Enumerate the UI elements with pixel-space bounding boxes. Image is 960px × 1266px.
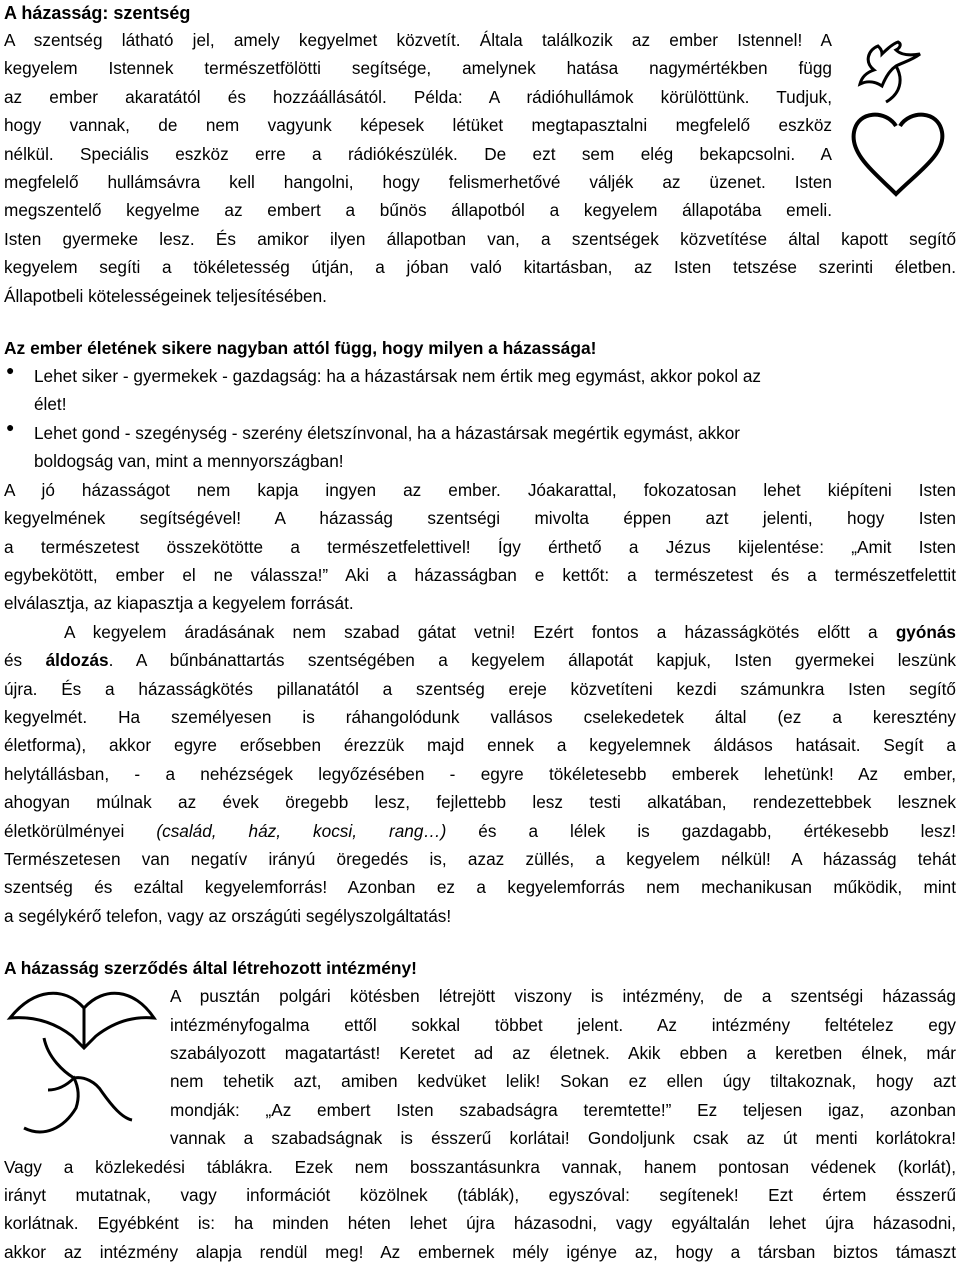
text-line: a természetest összekötötte a természetfelettivel! Így érthető a Jézus kijelentése: „Amit Isten <box>4 536 956 557</box>
section-heading: Az ember életének sikere nagyban attól függ, hogy milyen a házassága! <box>4 338 597 359</box>
text-line: kegyelmét. Ha személyesen is ráhangolódunk vallásos cselekedetek által (ez a keresztény <box>4 706 956 727</box>
document-page <box>4 0 956 1266</box>
text-line: kegyelmének segítségével! A házasság szentségi mivolta éppen azt jelenti, hogy Isten <box>4 508 956 529</box>
text-line: újra. És a házasságkötés pillanatától a szentség ereje közvetíteni kezdi számunkra Isten segítő <box>4 678 956 699</box>
text-line: Állapotbeli kötelességeinek teljesítésében. <box>4 285 327 306</box>
text-line: mondják: „Az embert Isten szabadságra teremtette!” Ez teljesen igaz, azonban <box>170 1099 956 1120</box>
section-heading: A házasság szerződés által létrehozott intézmény! <box>4 958 417 979</box>
text-line: hogy vannak, de nem vagyunk képesek létüket megtapasztalni megfelelő eszköz <box>4 115 832 136</box>
text-line: az ember akaratától és hozzáállásától. Példa: A rádióhullámok körülöttünk. Tudjuk, <box>4 86 832 107</box>
text-line: kegyelem segíti a tökéletesség útján, a jóban való kitartásban, az Isten tetszése szerinti életben. <box>4 257 956 278</box>
text-line: megfelelő hullámsávra kell hangolni, hogy felismerhetővé váljék az üzenet. Isten <box>4 172 832 193</box>
text-line: szabályozott magatartást! Keretet ad az életnek. Akik ebben a keretben élnek, már <box>170 1043 956 1063</box>
text-line: vannak a szabadságnak is ésszerű korlátai! Gondoljunk csak az út menti korlátokra! <box>170 1128 956 1149</box>
text-line: A pusztán polgári kötésben létrejött viszony is intézmény, de a szentségi házasság <box>170 986 956 1007</box>
text-line: nem tehetik azt, amiben kedvüket lelik! Sokan ez ellen úgy tiltakoznak, hogy azt <box>170 1071 956 1092</box>
indented-paragraph <box>4 982 956 1152</box>
emphasis: gyónás <box>895 621 956 642</box>
list-item <box>4 419 956 476</box>
emphasis: (család, ház, kocsi, rang…) <box>156 820 447 841</box>
text-line: életkörülményei (család, ház, kocsi, rang…) és a lélek is gazdagabb, értékesebb lesz! <box>4 820 956 841</box>
page-title: A házasság: szentség <box>4 3 191 23</box>
text-line: egybekötött, ember el ne válassza!” Aki a házasságban e kettőt: a természetest és a természetfelettit <box>4 564 956 585</box>
text-line: életforma), akkor egyre erősebben érezzük majd ennek a kegyelemnek áldásos hatásait. Segít a <box>4 735 956 756</box>
text-line: akkor az intézmény alapja rendül meg! Az embernek mély igénye az, hogy a társban biztos támaszt <box>4 1241 956 1262</box>
text-line: Lehet siker - gyermekek - gazdagság: ha a házastársak nem értik meg egymást, akkor pokol az <box>34 366 761 387</box>
text-line: ahogyan múlnak az évek öregebb lesz, fejlettebb lesz testi alkatában, rendezettebbek lesznek <box>4 792 956 813</box>
intro-paragraph <box>4 26 832 225</box>
text-line: élet! <box>34 394 67 415</box>
emphasis: áldozás <box>45 650 109 671</box>
text-line: nélkül. Speciális eszköz erre a rádiókészülék. De ezt sem elég bekapcsolni. A <box>4 143 832 164</box>
text-line: boldogság van, mint a mennyországban! <box>34 451 344 472</box>
text-line: Természetesen van negatív irányú öregedés is, azaz züllés, a kegyelem nélkül! A házasság tehát <box>4 848 956 869</box>
text-line: irányt mutatnak, vagy információt közölnek (táblák), egyszóval: segítenek! Ezt értem ésszerű <box>4 1185 956 1206</box>
text-line: Isten gyermeke lesz. És amikor ilyen állapotban van, a szentségek közvetítése által kapott segítő <box>4 228 956 249</box>
text-line: helytállásban, - a nehézségek legyőzésében - egyre tökéletesebb emberek lehetünk! Az ember, <box>4 763 956 784</box>
text-line: és áldozás. A bűnbánattartás szentségében a kegyelem állapotát kapjuk, Isten gyermekei leszünk <box>4 650 957 671</box>
text-line: Vagy a közlekedési táblákra. Ezek nem bosszantásunkra vannak, hanem pontosan védenek (korlát), <box>4 1156 956 1177</box>
list-item <box>4 362 956 419</box>
text-line: megszentelő kegyelme az embert a bűnös állapotból a kegyelem állapotába emeli. <box>4 200 832 221</box>
text-line: a segélykérő telefon, vagy az országúti segélyszolgáltatás! <box>4 905 452 926</box>
text-line: szentség és ezáltal kegyelemforrás! Azonban ez a kegyelemforrás nem mechanikusan működik, mint <box>4 877 956 898</box>
text-line: A szentség látható jel, amely kegyelmet közvetít. Általa találkozik az ember Istennel! A <box>4 30 832 50</box>
text-line: intézményfogalma ettől sokkal többet jelent. Az intézmény feltételez egy <box>170 1014 956 1035</box>
text-line: Lehet gond - szegénység - szerény életszínvonal, ha a házastársak megértik egymást, akkor <box>34 422 741 443</box>
text-line: kegyelem Istennek természetfölötti segítsége, amelynek hatása nagymértékben függ <box>4 58 832 79</box>
bullet-icon: ● <box>6 362 15 379</box>
bullet-icon: ● <box>6 418 15 435</box>
text-line: korlátnak. Egyébként is: ha minden héten lehet újra házasodni, vagy egyáltalán lehet újra házasodni, <box>4 1213 956 1234</box>
text-line: A kegyelem áradásának nem szabad gátat vetni! Ezért fontos a házasságkötés előtt a gyónás <box>64 621 956 642</box>
text-line: elválasztja, az kiapasztja a kegyelem forrását. <box>4 593 354 614</box>
text-line: A jó házasságot nem kapja ingyen az ember. Jóakarattal, fokozatosan lehet kiépíteni Isten <box>4 479 956 500</box>
